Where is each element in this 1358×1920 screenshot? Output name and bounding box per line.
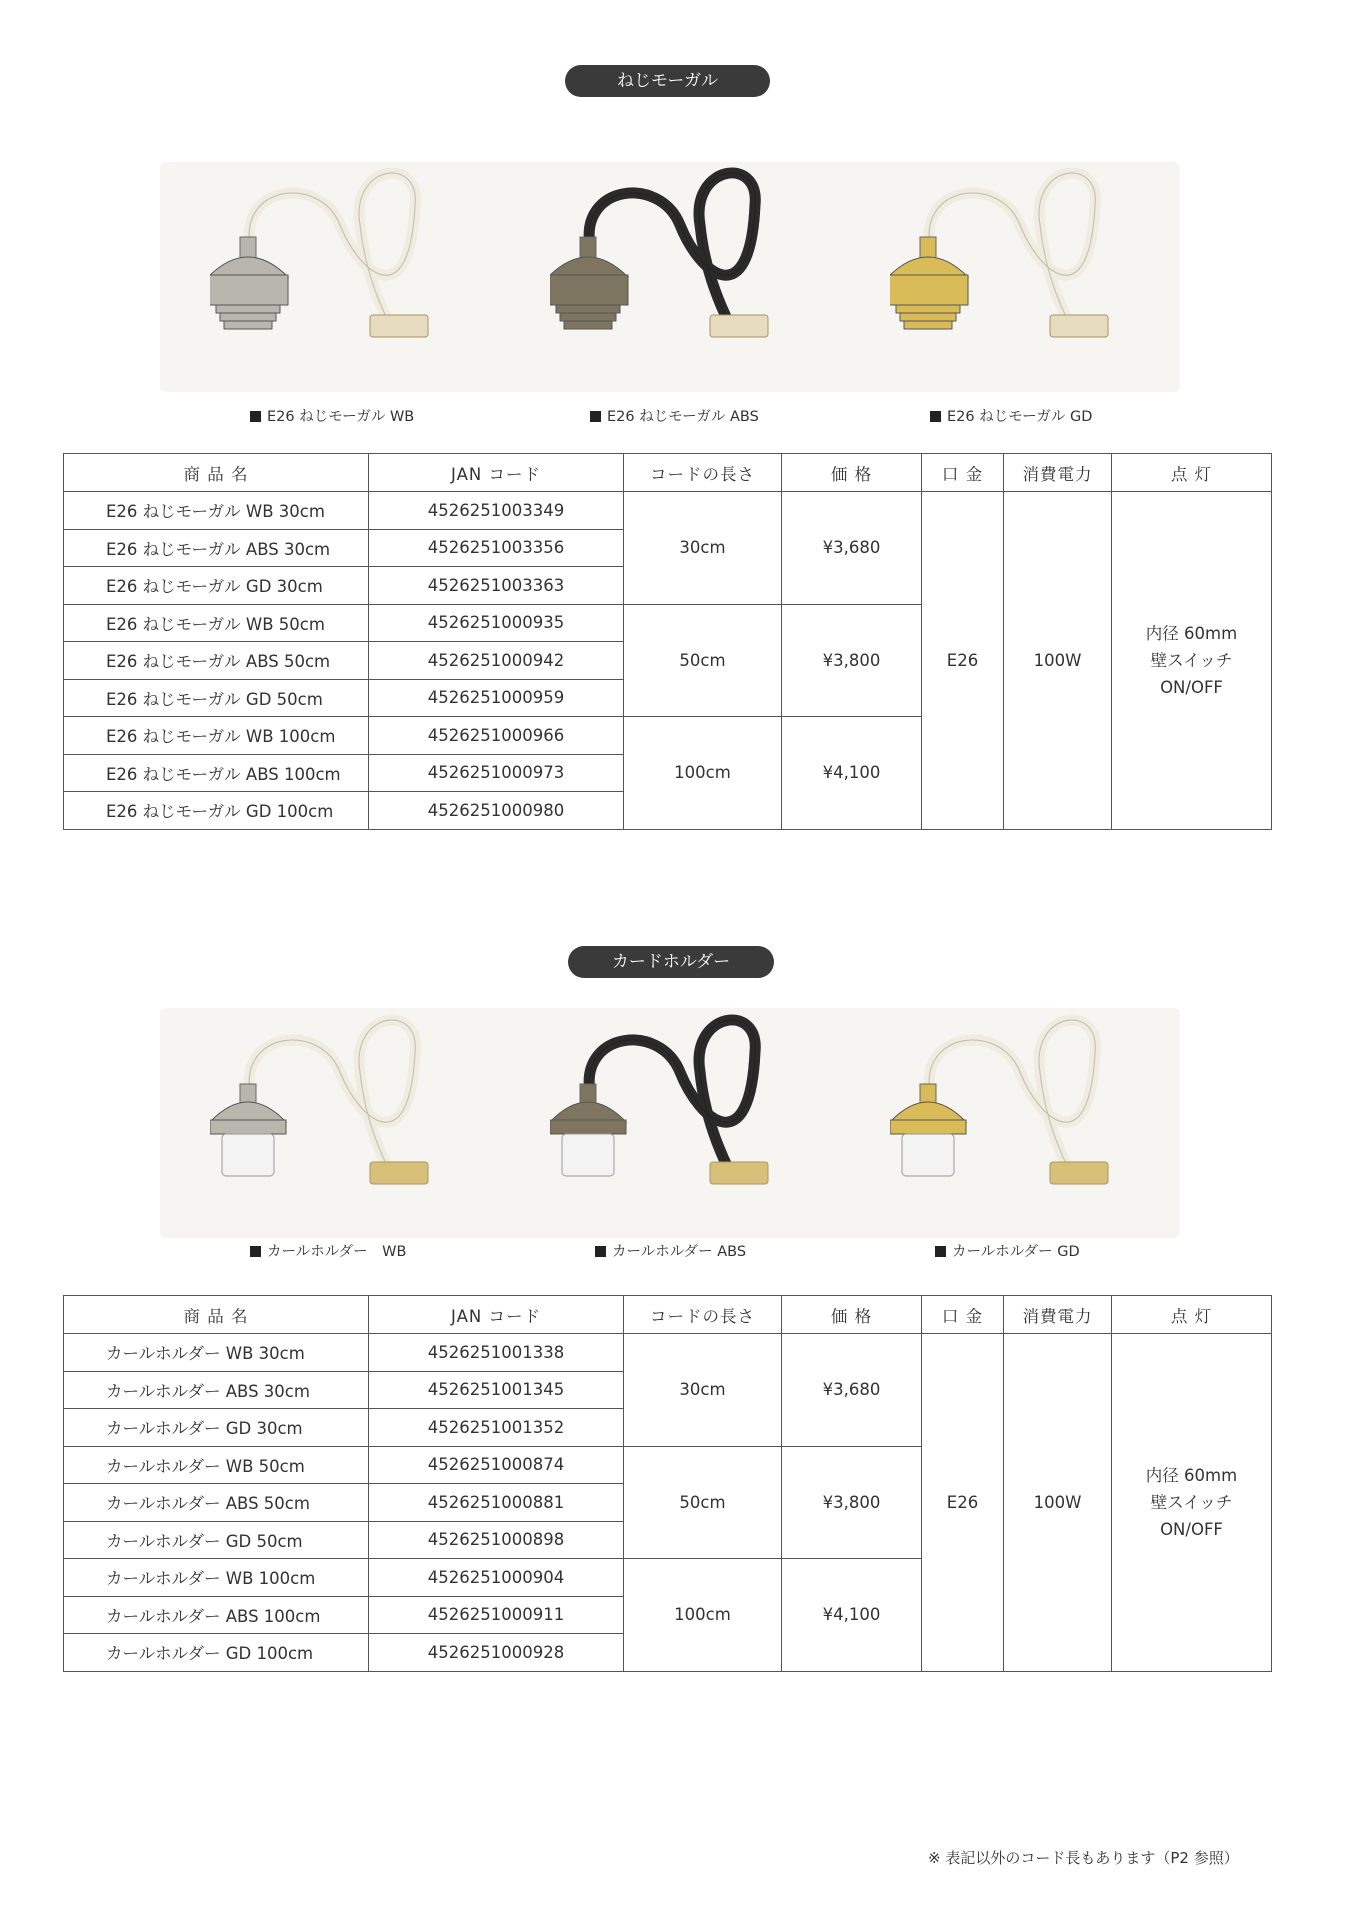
- jan-code: 4526251000980: [369, 792, 624, 830]
- section-title-card-holder: カードホルダー: [568, 946, 774, 978]
- product-caption-text: E26 ねじモーガル GD: [947, 409, 1093, 425]
- lighting-info: [1112, 492, 1272, 830]
- jan-code: 4526251003356: [369, 529, 624, 567]
- header-base: 口 金: [922, 454, 1004, 492]
- jan-code: 4526251000928: [369, 1634, 624, 1672]
- product-name: E26 ねじモーガル GD 100cm: [64, 792, 369, 830]
- power: 100W: [1004, 492, 1112, 830]
- product-caption: [250, 405, 414, 426]
- price: ¥3,800: [782, 1446, 922, 1559]
- product-image: [550, 165, 800, 384]
- product-image: [890, 1012, 1140, 1231]
- socket-cord-icon: [550, 1012, 800, 1227]
- header-power: 消費電力: [1004, 1296, 1112, 1334]
- price: ¥4,100: [782, 717, 922, 830]
- jan-code: 4526251001352: [369, 1409, 624, 1447]
- jan-code: 4526251000959: [369, 679, 624, 717]
- product-name: E26 ねじモーガル ABS 30cm: [64, 529, 369, 567]
- product-name: カールホルダー ABS 30cm: [64, 1371, 369, 1409]
- cord-length: 30cm: [624, 492, 782, 605]
- socket-cord-icon: [210, 165, 460, 380]
- product-image: [550, 1012, 800, 1231]
- header-power: 消費電力: [1004, 454, 1112, 492]
- product-caption-text: カールホルダー GD: [952, 1244, 1080, 1260]
- jan-code: 4526251000874: [369, 1446, 624, 1484]
- price: ¥3,680: [782, 1334, 922, 1447]
- spec-table: [63, 1295, 1272, 1672]
- product-caption: [250, 1240, 406, 1261]
- product-name: カールホルダー GD 30cm: [64, 1409, 369, 1447]
- product-caption: [935, 1240, 1080, 1261]
- header-product-name: 商 品 名: [64, 454, 369, 492]
- socket-cord-icon: [890, 1012, 1140, 1227]
- product-caption-text: E26 ねじモーガル WB: [267, 409, 415, 425]
- section-title-neji-mogul: ねじモーガル: [565, 65, 770, 97]
- product-image: [890, 165, 1140, 384]
- socket-cord-icon: [550, 165, 800, 380]
- table-row: [64, 492, 1272, 530]
- jan-code: 4526251000911: [369, 1596, 624, 1634]
- product-name: E26 ねじモーガル GD 50cm: [64, 679, 369, 717]
- jan-code: 4526251000942: [369, 642, 624, 680]
- header-jan-code: JAN コード: [369, 1296, 624, 1334]
- lighting-line: ON/OFF: [1160, 1519, 1223, 1539]
- jan-code: 4526251000898: [369, 1521, 624, 1559]
- header-jan-code: JAN コード: [369, 454, 624, 492]
- header-price: 価 格: [782, 454, 922, 492]
- product-name: E26 ねじモーガル ABS 100cm: [64, 754, 369, 792]
- square-bullet-icon: [935, 1246, 946, 1257]
- lighting-info: [1112, 1334, 1272, 1672]
- square-bullet-icon: [250, 411, 261, 422]
- base-type: E26: [922, 492, 1004, 830]
- lighting-line: 壁スイッチ: [1150, 1492, 1233, 1512]
- lighting-line: 内径 60mm: [1145, 623, 1238, 643]
- header-cord-length: コードの長さ: [624, 454, 782, 492]
- lighting-line: ON/OFF: [1160, 677, 1223, 697]
- product-caption: [595, 1240, 746, 1261]
- product-caption: [590, 405, 759, 426]
- header-product-name: 商 品 名: [64, 1296, 369, 1334]
- product-name: E26 ねじモーガル WB 50cm: [64, 604, 369, 642]
- product-name: E26 ねじモーガル WB 30cm: [64, 492, 369, 530]
- product-name: カールホルダー ABS 100cm: [64, 1596, 369, 1634]
- product-name: カールホルダー WB 50cm: [64, 1446, 369, 1484]
- square-bullet-icon: [930, 411, 941, 422]
- jan-code: 4526251000973: [369, 754, 624, 792]
- jan-code: 4526251000966: [369, 717, 624, 755]
- price: ¥4,100: [782, 1559, 922, 1672]
- jan-code: 4526251001345: [369, 1371, 624, 1409]
- square-bullet-icon: [595, 1246, 606, 1257]
- product-name: E26 ねじモーガル GD 30cm: [64, 567, 369, 605]
- jan-code: 4526251000935: [369, 604, 624, 642]
- product-caption-text: E26 ねじモーガル ABS: [607, 409, 759, 425]
- socket-cord-icon: [890, 165, 1140, 380]
- header-cord-length: コードの長さ: [624, 1296, 782, 1334]
- product-name: カールホルダー ABS 50cm: [64, 1484, 369, 1522]
- cord-length: 50cm: [624, 1446, 782, 1559]
- footnote: ※ 表記以外のコード長もあります（P2 参照）: [928, 1849, 1239, 1867]
- cord-length: 100cm: [624, 717, 782, 830]
- header-base: 口 金: [922, 1296, 1004, 1334]
- product-caption-text: カールホルダー WB: [267, 1244, 407, 1260]
- jan-code: 4526251000904: [369, 1559, 624, 1597]
- square-bullet-icon: [250, 1246, 261, 1257]
- jan-code: 4526251000881: [369, 1484, 624, 1522]
- jan-code: 4526251003349: [369, 492, 624, 530]
- product-name: E26 ねじモーガル WB 100cm: [64, 717, 369, 755]
- cord-length: 100cm: [624, 1559, 782, 1672]
- spec-table: [63, 453, 1272, 830]
- product-name: カールホルダー GD 100cm: [64, 1634, 369, 1672]
- product-name: E26 ねじモーガル ABS 50cm: [64, 642, 369, 680]
- jan-code: 4526251003363: [369, 567, 624, 605]
- product-name: カールホルダー WB 30cm: [64, 1334, 369, 1372]
- lighting-line: 壁スイッチ: [1150, 650, 1233, 670]
- product-name: カールホルダー GD 50cm: [64, 1521, 369, 1559]
- price: ¥3,680: [782, 492, 922, 605]
- cord-length: 50cm: [624, 604, 782, 717]
- power: 100W: [1004, 1334, 1112, 1672]
- price: ¥3,800: [782, 604, 922, 717]
- base-type: E26: [922, 1334, 1004, 1672]
- product-image: [210, 165, 460, 384]
- header-lighting: 点 灯: [1112, 1296, 1272, 1334]
- cord-length: 30cm: [624, 1334, 782, 1447]
- product-image: [210, 1012, 460, 1231]
- product-caption-text: カールホルダー ABS: [612, 1244, 747, 1260]
- product-name: カールホルダー WB 100cm: [64, 1559, 369, 1597]
- header-price: 価 格: [782, 1296, 922, 1334]
- jan-code: 4526251001338: [369, 1334, 624, 1372]
- product-caption: [930, 405, 1092, 426]
- square-bullet-icon: [590, 411, 601, 422]
- lighting-line: 内径 60mm: [1145, 1465, 1238, 1485]
- header-lighting: 点 灯: [1112, 454, 1272, 492]
- table-row: [64, 1334, 1272, 1372]
- socket-cord-icon: [210, 1012, 460, 1227]
